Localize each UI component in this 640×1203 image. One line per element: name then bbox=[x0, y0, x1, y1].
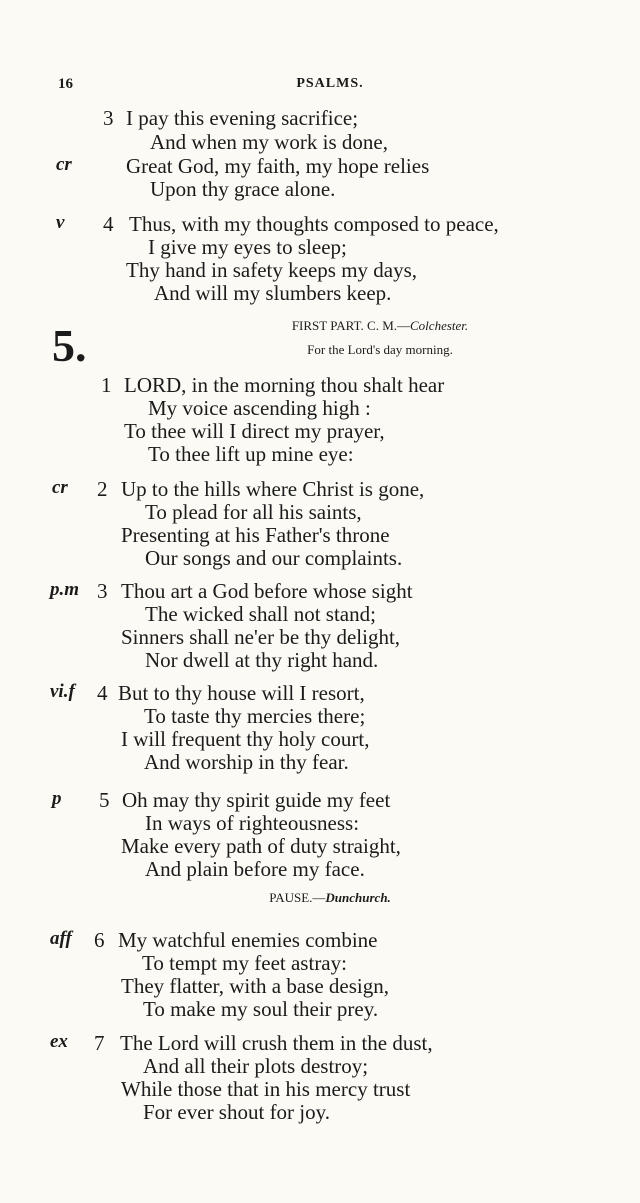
stanza-number: 2 bbox=[97, 477, 108, 501]
stanza-number: 5 bbox=[99, 788, 110, 812]
stanza-line: To thee lift up mine eye: bbox=[148, 442, 354, 466]
stanza-line: And worship in thy fear. bbox=[144, 750, 349, 774]
hymn-subtitle: For the Lord's day morning. bbox=[307, 342, 453, 357]
dynamic-mark: v bbox=[56, 212, 65, 233]
stanza-line: But to thy house will I resort, bbox=[118, 681, 365, 705]
stanza-number: 4 bbox=[97, 681, 108, 705]
stanza-line: Sinners shall ne'er be thy delight, bbox=[121, 625, 401, 649]
dynamic-mark: ex bbox=[50, 1031, 68, 1052]
stanza-line: Our songs and our complaints. bbox=[145, 546, 403, 570]
stanza-line: My voice ascending high : bbox=[148, 396, 371, 420]
stanza-line: For ever shout for joy. bbox=[143, 1100, 331, 1124]
dynamic-mark: cr bbox=[52, 477, 68, 498]
stanza-line: And will my slumbers keep. bbox=[154, 281, 392, 305]
stanza-line: My watchful enemies combine bbox=[118, 928, 378, 952]
page-number: 16 bbox=[58, 76, 73, 92]
dynamic-mark: cr bbox=[56, 154, 72, 175]
stanza-line: And when my work is done, bbox=[150, 130, 388, 154]
stanza-line: Oh may thy spirit guide my feet bbox=[122, 788, 391, 812]
stanza-number: 1 bbox=[101, 373, 112, 397]
stanza-line: To plead for all his saints, bbox=[145, 500, 362, 524]
dynamic-mark: vi.f bbox=[50, 681, 75, 702]
stanza-line: The wicked shall not stand; bbox=[145, 602, 376, 626]
running-title: PSALMS. bbox=[296, 76, 364, 91]
stanza-line: Thou art a God before whose sight bbox=[121, 579, 413, 603]
stanza-line: LORD, in the morning thou shalt hear bbox=[124, 373, 445, 397]
stanza-line: I will frequent thy holy court, bbox=[121, 727, 370, 751]
pause-label: PAUSE.— bbox=[269, 890, 326, 905]
hymn-heading bbox=[160, 318, 600, 334]
stanza-line: To thee will I direct my prayer, bbox=[124, 419, 385, 443]
stanza-number: 3 bbox=[103, 106, 114, 130]
stanza-line: And plain before my face. bbox=[145, 857, 365, 881]
stanza-line: Presenting at his Father's throne bbox=[121, 523, 390, 547]
stanza-line: I pay this evening sacrifice; bbox=[126, 106, 359, 130]
stanza-line: Thus, with my thoughts composed to peace, bbox=[129, 212, 499, 236]
stanza-line: In ways of righteousness: bbox=[145, 811, 360, 835]
stanza-line: Upon thy grace alone. bbox=[150, 177, 336, 201]
running-head bbox=[0, 76, 640, 96]
stanza-line: And all their plots destroy; bbox=[143, 1054, 369, 1078]
stanza-line: I give my eyes to sleep; bbox=[148, 235, 347, 259]
stanza-line: While those that in his mercy trust bbox=[121, 1077, 411, 1101]
dynamic-mark: p bbox=[52, 788, 62, 809]
dynamic-mark: p.m bbox=[50, 579, 80, 600]
stanza-line: Make every path of duty straight, bbox=[121, 834, 401, 858]
stanza-number: 6 bbox=[94, 928, 105, 952]
hymn-number: 5. bbox=[52, 320, 87, 371]
stanza-line: Nor dwell at thy right hand. bbox=[145, 648, 379, 672]
dynamic-mark: aff bbox=[50, 928, 72, 949]
stanza-number: 7 bbox=[94, 1031, 105, 1055]
stanza-number: 4 bbox=[103, 212, 114, 236]
stanza-line: Up to the hills where Christ is gone, bbox=[121, 477, 425, 501]
stanza-line: To make my soul their prey. bbox=[143, 997, 379, 1021]
stanza-line: They flatter, with a base design, bbox=[121, 974, 389, 998]
stanza-line: Great God, my faith, my hope relies bbox=[126, 154, 430, 178]
stanza-line: The Lord will crush them in the dust, bbox=[120, 1031, 433, 1055]
pause-tune: Dunchurch. bbox=[325, 890, 391, 905]
hymn-meter: FIRST PART. C. M.— bbox=[291, 318, 411, 333]
stanza-number: 3 bbox=[97, 579, 108, 603]
hymn-tune: Colchester. bbox=[410, 318, 469, 333]
stanza-line: To tempt my feet astray: bbox=[142, 951, 347, 975]
pause-heading bbox=[0, 890, 640, 906]
stanza-line: Thy hand in safety keeps my days, bbox=[126, 258, 418, 282]
stanza-line: To taste thy mercies there; bbox=[144, 704, 366, 728]
